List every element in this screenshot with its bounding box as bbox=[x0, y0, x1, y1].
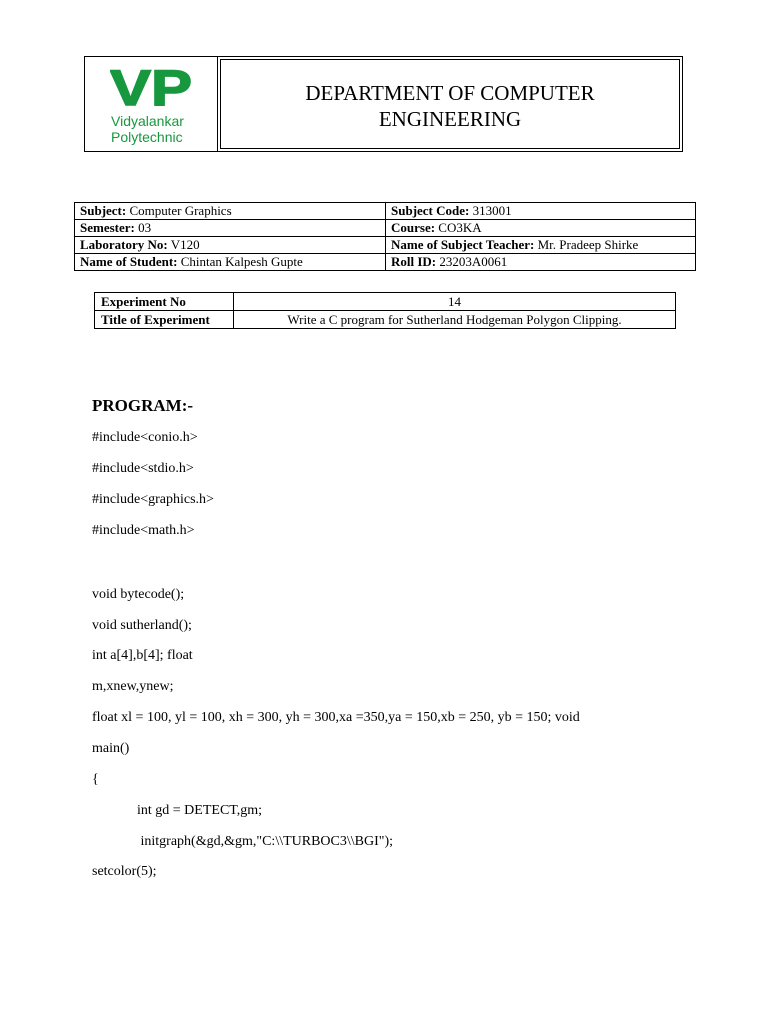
subject-value: Computer Graphics bbox=[129, 203, 232, 218]
logo bbox=[85, 57, 218, 151]
experiment-title-label-text: Title of Experiment bbox=[101, 312, 210, 327]
course-cell bbox=[386, 220, 696, 237]
code-line: #include<math.h> bbox=[92, 523, 195, 538]
subject-code-cell bbox=[386, 203, 696, 220]
course-value: CO3KA bbox=[438, 220, 482, 235]
department-title-line2: ENGINEERING bbox=[378, 107, 522, 131]
info-row bbox=[75, 203, 696, 220]
code-line: void bytecode(); bbox=[92, 587, 185, 602]
code-line: main() bbox=[92, 741, 130, 756]
experiment-no-label bbox=[95, 293, 234, 311]
subject-cell bbox=[75, 203, 386, 220]
code-line: #include<graphics.h> bbox=[92, 492, 214, 507]
logo-text-line1: Vidyalankar bbox=[111, 113, 184, 129]
student-value: Chintan Kalpesh Gupte bbox=[180, 254, 303, 269]
student-label: Name of Student: bbox=[80, 254, 178, 269]
department-title-line1: DEPARTMENT OF COMPUTER bbox=[305, 81, 595, 105]
department-title-box bbox=[220, 59, 680, 149]
teacher-cell bbox=[386, 237, 696, 254]
semester-label: Semester: bbox=[80, 220, 135, 235]
code-line: #include<conio.h> bbox=[92, 430, 198, 445]
logo-mark-text: VP bbox=[110, 65, 192, 111]
student-cell bbox=[75, 254, 386, 271]
lab-label: Laboratory No: bbox=[80, 237, 168, 252]
code-line: #include<stdio.h> bbox=[92, 461, 194, 476]
code-line: int gd = DETECT,gm; bbox=[137, 803, 263, 818]
teacher-value: Mr. Pradeep Shirke bbox=[537, 237, 639, 252]
roll-label: Roll ID: bbox=[391, 254, 437, 269]
program-heading: PROGRAM:- bbox=[92, 396, 194, 415]
experiment-no-label-text: Experiment No bbox=[101, 294, 186, 309]
code-line: float xl = 100, yl = 100, xh = 300, yh = 300,xa =350,ya = 150,xb = 250, yb = 150; void bbox=[92, 710, 580, 725]
code-line: { bbox=[92, 772, 99, 787]
code-line: setcolor(5); bbox=[92, 864, 157, 879]
department-title bbox=[221, 80, 679, 132]
code-line: m,xnew,ynew; bbox=[92, 679, 174, 694]
roll-cell bbox=[386, 254, 696, 271]
experiment-table bbox=[94, 292, 676, 329]
code-line: void sutherland(); bbox=[92, 618, 192, 633]
roll-value: 23203A0061 bbox=[439, 254, 508, 269]
experiment-title-value: Write a C program for Sutherland Hodgeman Polygon Clipping. bbox=[234, 311, 676, 329]
info-table bbox=[74, 202, 696, 271]
subject-code-value: 313001 bbox=[472, 203, 512, 218]
semester-value: 03 bbox=[138, 220, 152, 235]
lab-cell bbox=[75, 237, 386, 254]
code-line: int a[4],b[4]; float bbox=[92, 648, 193, 663]
info-row bbox=[75, 237, 696, 254]
experiment-no-value: 14 bbox=[234, 293, 676, 311]
header-box bbox=[84, 56, 683, 152]
subject-label: Subject: bbox=[80, 203, 127, 218]
experiment-title-label bbox=[95, 311, 234, 329]
experiment-row bbox=[95, 293, 676, 311]
course-label: Course: bbox=[391, 220, 436, 235]
semester-cell bbox=[75, 220, 386, 237]
info-row bbox=[75, 220, 696, 237]
logo-text-line2: Polytechnic bbox=[111, 129, 183, 145]
subject-code-label: Subject Code: bbox=[391, 203, 470, 218]
code-line: initgraph(&gd,&gm,"C:\\TURBOC3\\BGI"); bbox=[137, 834, 394, 849]
info-row bbox=[75, 254, 696, 271]
teacher-label: Name of Subject Teacher: bbox=[391, 237, 535, 252]
experiment-row bbox=[95, 311, 676, 329]
vp-logo-mark bbox=[110, 65, 194, 111]
lab-value: V120 bbox=[170, 237, 200, 252]
